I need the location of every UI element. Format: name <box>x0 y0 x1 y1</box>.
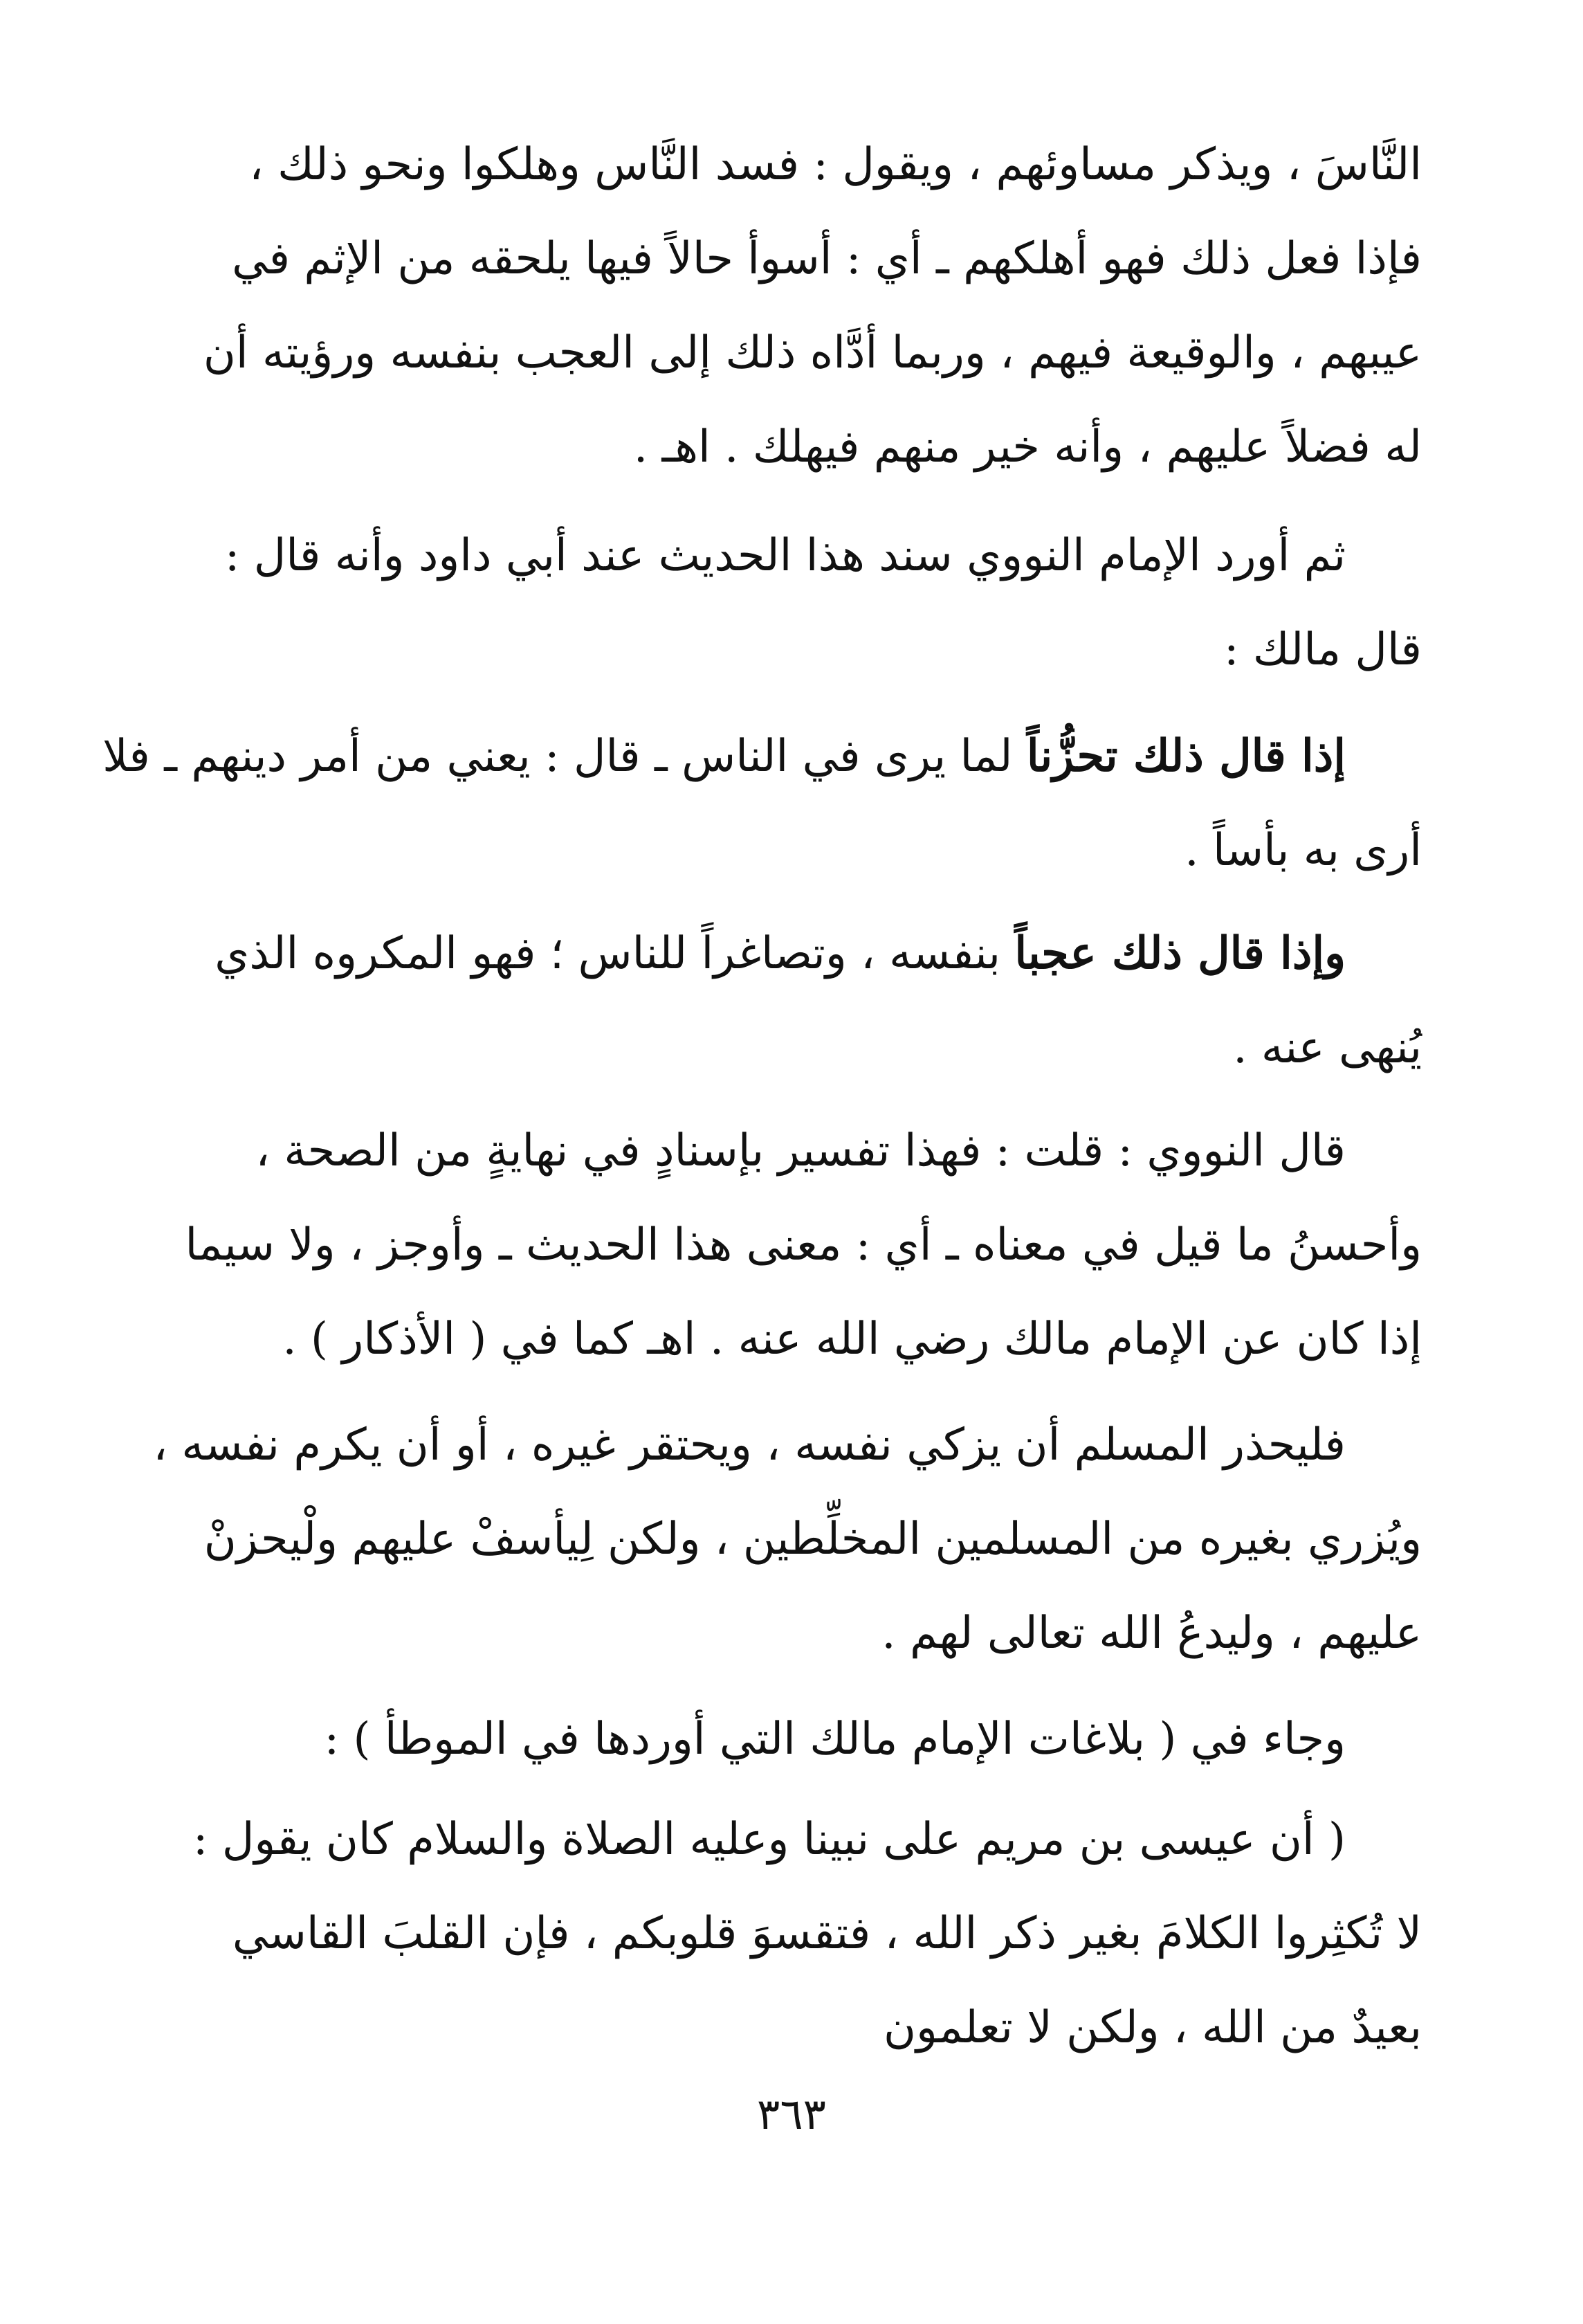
paragraph-2 <box>156 509 1422 697</box>
bold-lead: وإذا قال ذلك عجباً <box>1014 927 1346 979</box>
text-line: وجاء في ( بلاغات الإمام مالك التي أوردها في الموطأ ) : <box>324 1714 1346 1765</box>
text-line: وأحسنُ ما قيل في معناه ـ أي : معنى هذا الحديث ـ وأوجز ، ولا سيما <box>185 1219 1422 1271</box>
text-line: ثم أورد الإمام النووي سند هذا الحديث عند أبي داود وأنه قال : <box>224 530 1346 581</box>
text-line: أرى به بأساً . <box>1184 825 1422 876</box>
text-line: فليحذر المسلم أن يزكي نفسه ، ويحتقر غيره ، أو أن يكرم نفسه ، <box>153 1419 1346 1471</box>
text-line: بعيدٌ من الله ، ولكن لا تعلمون <box>884 2002 1422 2053</box>
paragraph-6 <box>153 1398 1422 1680</box>
text-line <box>156 907 1422 1001</box>
paragraph-1 <box>156 118 1422 494</box>
text-line: ( أن عيسى بن مريم على نبينا وعليه الصلاة والسلام كان يقول : <box>192 1814 1346 1865</box>
text-line: يُنهى عنه . <box>1233 1022 1422 1073</box>
text-span: بنفسه ، وتصاغراً للناس ؛ فهو المكروه الذي <box>214 928 1000 979</box>
text-line: عليهم ، وليدعُ الله تعالى لهم . <box>881 1608 1422 1659</box>
text-line: قال النووي : قلت : فهذا تفسير بإسنادٍ في نهايةٍ من الصحة ، <box>255 1125 1346 1177</box>
paragraph-8 <box>156 1792 1422 2075</box>
text-line: النَّاسَ ، ويذكر مساوئهم ، ويقول : فسد النَّاس وهلكوا ونحو ذلك ، <box>249 139 1422 190</box>
text-line: ويُزري بغيره من المسلمين المخلِّطين ، ولكن لِيأسفْ عليهم ولْيحزنْ <box>203 1514 1422 1565</box>
text-line: لا تُكثِروا الكلامَ بغير ذكر الله ، فتقسوَ قلوبكم ، فإن القلبَ القاسي <box>232 1908 1422 1959</box>
text-line: عيبهم ، والوقيعة فيهم ، وربما أدَّاه ذلك إلى العجب بنفسه ورؤيته أن <box>203 327 1422 379</box>
text-line: فإذا فعل ذلك فهو أهلكهم ـ أي : أسوأ حالاً فيها يلحقه من الإثم في <box>232 233 1422 284</box>
paragraph-5 <box>156 1104 1422 1386</box>
text-line: قال مالك : <box>1223 624 1422 675</box>
text-line: إذا كان عن الإمام مالك رضي الله عنه . اهـ كما في ( الأذكار ) . <box>282 1314 1422 1365</box>
paragraph-4 <box>156 907 1422 1095</box>
bold-lead: إذا قال ذلك تحزُّناً <box>1026 730 1346 782</box>
paragraph-7 <box>156 1692 1422 1786</box>
text-line <box>102 709 1422 804</box>
page-number: ٣٦٣ <box>757 2089 826 2139</box>
paragraph-3 <box>102 709 1422 898</box>
text-span: لما يرى في الناس ـ قال : يعني من أمر دينهم ـ فلا <box>102 731 1013 782</box>
text-line: له فضلاً عليهم ، وأنه خير منهم فيهلك . اهـ . <box>633 421 1422 473</box>
